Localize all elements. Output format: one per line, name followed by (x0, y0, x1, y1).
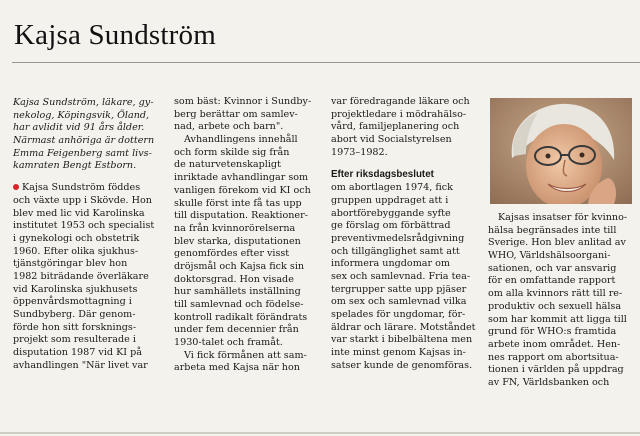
body-line: öppenvårdsmottagning i (13, 296, 132, 308)
body-line: vanligen förekom vid KI och (174, 184, 311, 196)
body-line: ge förslag om förbättrad (331, 220, 451, 232)
portrait-photo-image (490, 98, 632, 204)
section-subheading: Efter riksdagsbeslutet (331, 169, 434, 181)
title-divider (12, 62, 640, 63)
body-line: abortförebyggande syfte (331, 207, 451, 219)
body-line: Sundbyberg. Där genom- (13, 309, 136, 320)
body-line: till samlevnad och födelse- (174, 299, 304, 310)
body-line: na från kvinnorörelserna (174, 222, 296, 234)
body-line: förde hon sitt forsknings- (13, 321, 137, 333)
intro-line: Kajsa Sundström, läkare, gy- (13, 97, 154, 108)
intro-line: kamraten Bengt Estborn. (13, 160, 137, 172)
body-line: satser kunde de genomföras. (331, 359, 473, 371)
body-line: arbete inom området. Hen- (488, 338, 621, 350)
body-line: projekt som resulterade i (13, 334, 136, 346)
body-line: doktorsgrad. Hon visade (174, 273, 294, 285)
body-line: spelades för ungdomar, för- (331, 309, 466, 320)
body-line (13, 182, 163, 195)
body-line: om abortlagen 1974, fick (331, 182, 453, 194)
body-line: om sex och samlevnad vilka (331, 296, 467, 308)
body-line: grund för WHO:s framtida (488, 326, 617, 338)
intro-line: Närmast anhöriga är dottern (13, 135, 155, 147)
body-line: tergrupper satte upp pjäser (331, 283, 467, 295)
body-line: 1960. Efter olika sjukhus- (13, 245, 139, 257)
body-line: om alla kvinnors rätt till re- (488, 288, 623, 300)
intro-block (13, 97, 163, 173)
bottom-edge (0, 432, 640, 434)
body-line-text: Kajsa Sundström föddes (22, 182, 141, 194)
body-line: preventivmedelsrådgivning (331, 232, 465, 244)
body-line: av FN, Världsbanken och (488, 376, 610, 388)
body-line: som har kommit att ligga till (488, 313, 627, 325)
body-line: till disputation. Reaktioner- (174, 210, 308, 222)
body-line: sationen, och var ansvarig (488, 262, 617, 274)
body-line: arbeta med Kajsa när hon (174, 362, 300, 374)
body-line: inriktade avhandlingar som (174, 172, 309, 184)
body-line: tionen i världen på uppdrag (488, 364, 624, 376)
body-line: genomfördes efter visst (174, 248, 290, 260)
body-line: som bäst: Kvinnor i Sundby- (174, 96, 312, 107)
body-line: 1982 biträdande överläkare (13, 270, 149, 282)
body-line: skulle först inte få tas upp (174, 197, 302, 209)
body-line: under fem decennier från (174, 324, 299, 336)
portrait-photo (490, 98, 632, 204)
body-line: blev starka, disputationen (174, 235, 301, 247)
body-line: i gynekologi och obstetrik (13, 232, 140, 244)
column-2 (174, 96, 324, 375)
body-line: berg berättar om samlev- (174, 108, 298, 120)
body-line: och form skilde sig från (174, 146, 290, 158)
body-line: var föredragande läkare och (331, 96, 470, 107)
body-line: nad, arbete och barn". (174, 121, 284, 133)
body-line: produktiv och sexuell hälsa (488, 300, 622, 312)
intro-spacer (13, 173, 163, 182)
body-line: äldrar och lärare. Motståndet (331, 321, 476, 333)
body-line: nes rapport om abortsitua- (488, 351, 619, 363)
body-line: Kajsas insatser för kvinno- (498, 212, 628, 223)
body-line: var starkt i bibelbältena men (331, 334, 473, 346)
body-line: projektledare i mödrahälso- (331, 108, 467, 120)
body-line: för en omfattande rapport (488, 275, 616, 287)
body-line: 1973–1982. (331, 146, 388, 158)
body-line: abort vid Socialstyrelsen (331, 134, 452, 146)
body-line: gruppen uppdraget att i (331, 194, 449, 206)
intro-line: Emma Feigenberg samt livs- (13, 147, 152, 159)
section-spacer (331, 159, 481, 169)
body-line: sex och samlevnad. Fria tea- (331, 270, 471, 282)
body-line: kontroll radikalt förändrats (174, 311, 308, 323)
body-line: Avhandlingens innehåll (184, 134, 298, 146)
body-line: Sverige. Hon blev anlitad av (488, 237, 626, 249)
body-line: inte minst genom Kajsas in- (331, 347, 466, 359)
bullet-dot-icon (13, 184, 19, 190)
body-line: Vi fick förmånen att sam- (184, 349, 307, 361)
intro-line: har avlidit vid 91 års ålder. (13, 122, 145, 134)
intro-line: nekolog, Köpingsvik, Öland, (13, 109, 150, 121)
body-line: disputation 1987 vid KI på (13, 347, 142, 359)
body-line: och tillgänglighet samt att (331, 245, 460, 257)
body-line: dröjsmål och Kajsa fick sin (174, 260, 305, 272)
body-line: hälsa begränsades inte till (488, 224, 617, 236)
body-line: tjänstgöringar blev hon (13, 258, 128, 270)
body-line: vid Karolinska sjukhusets (13, 283, 138, 295)
body-line: och växte upp i Skövde. Hon (13, 194, 152, 206)
body-line: hur samhällets inställning (174, 286, 301, 298)
body-line: informera ungdomar om (331, 258, 451, 270)
article-title: Kajsa Sundström (14, 19, 216, 51)
body-line: avhandlingen "När livet var (13, 359, 148, 371)
body-line: blev med lic vid Karolinska (13, 207, 145, 219)
body-line: vård, familjeplanering och (331, 121, 460, 133)
body-line: WHO, Världshälsoorgani- (488, 250, 611, 262)
column-3 (331, 96, 481, 372)
body-line: de naturvetenskapligt (174, 159, 281, 171)
column-1 (13, 97, 163, 372)
column-4 (488, 212, 640, 390)
body-line: 1930-talet och framåt. (174, 337, 283, 349)
body-line: institutet 1953 och specialist (13, 220, 155, 232)
